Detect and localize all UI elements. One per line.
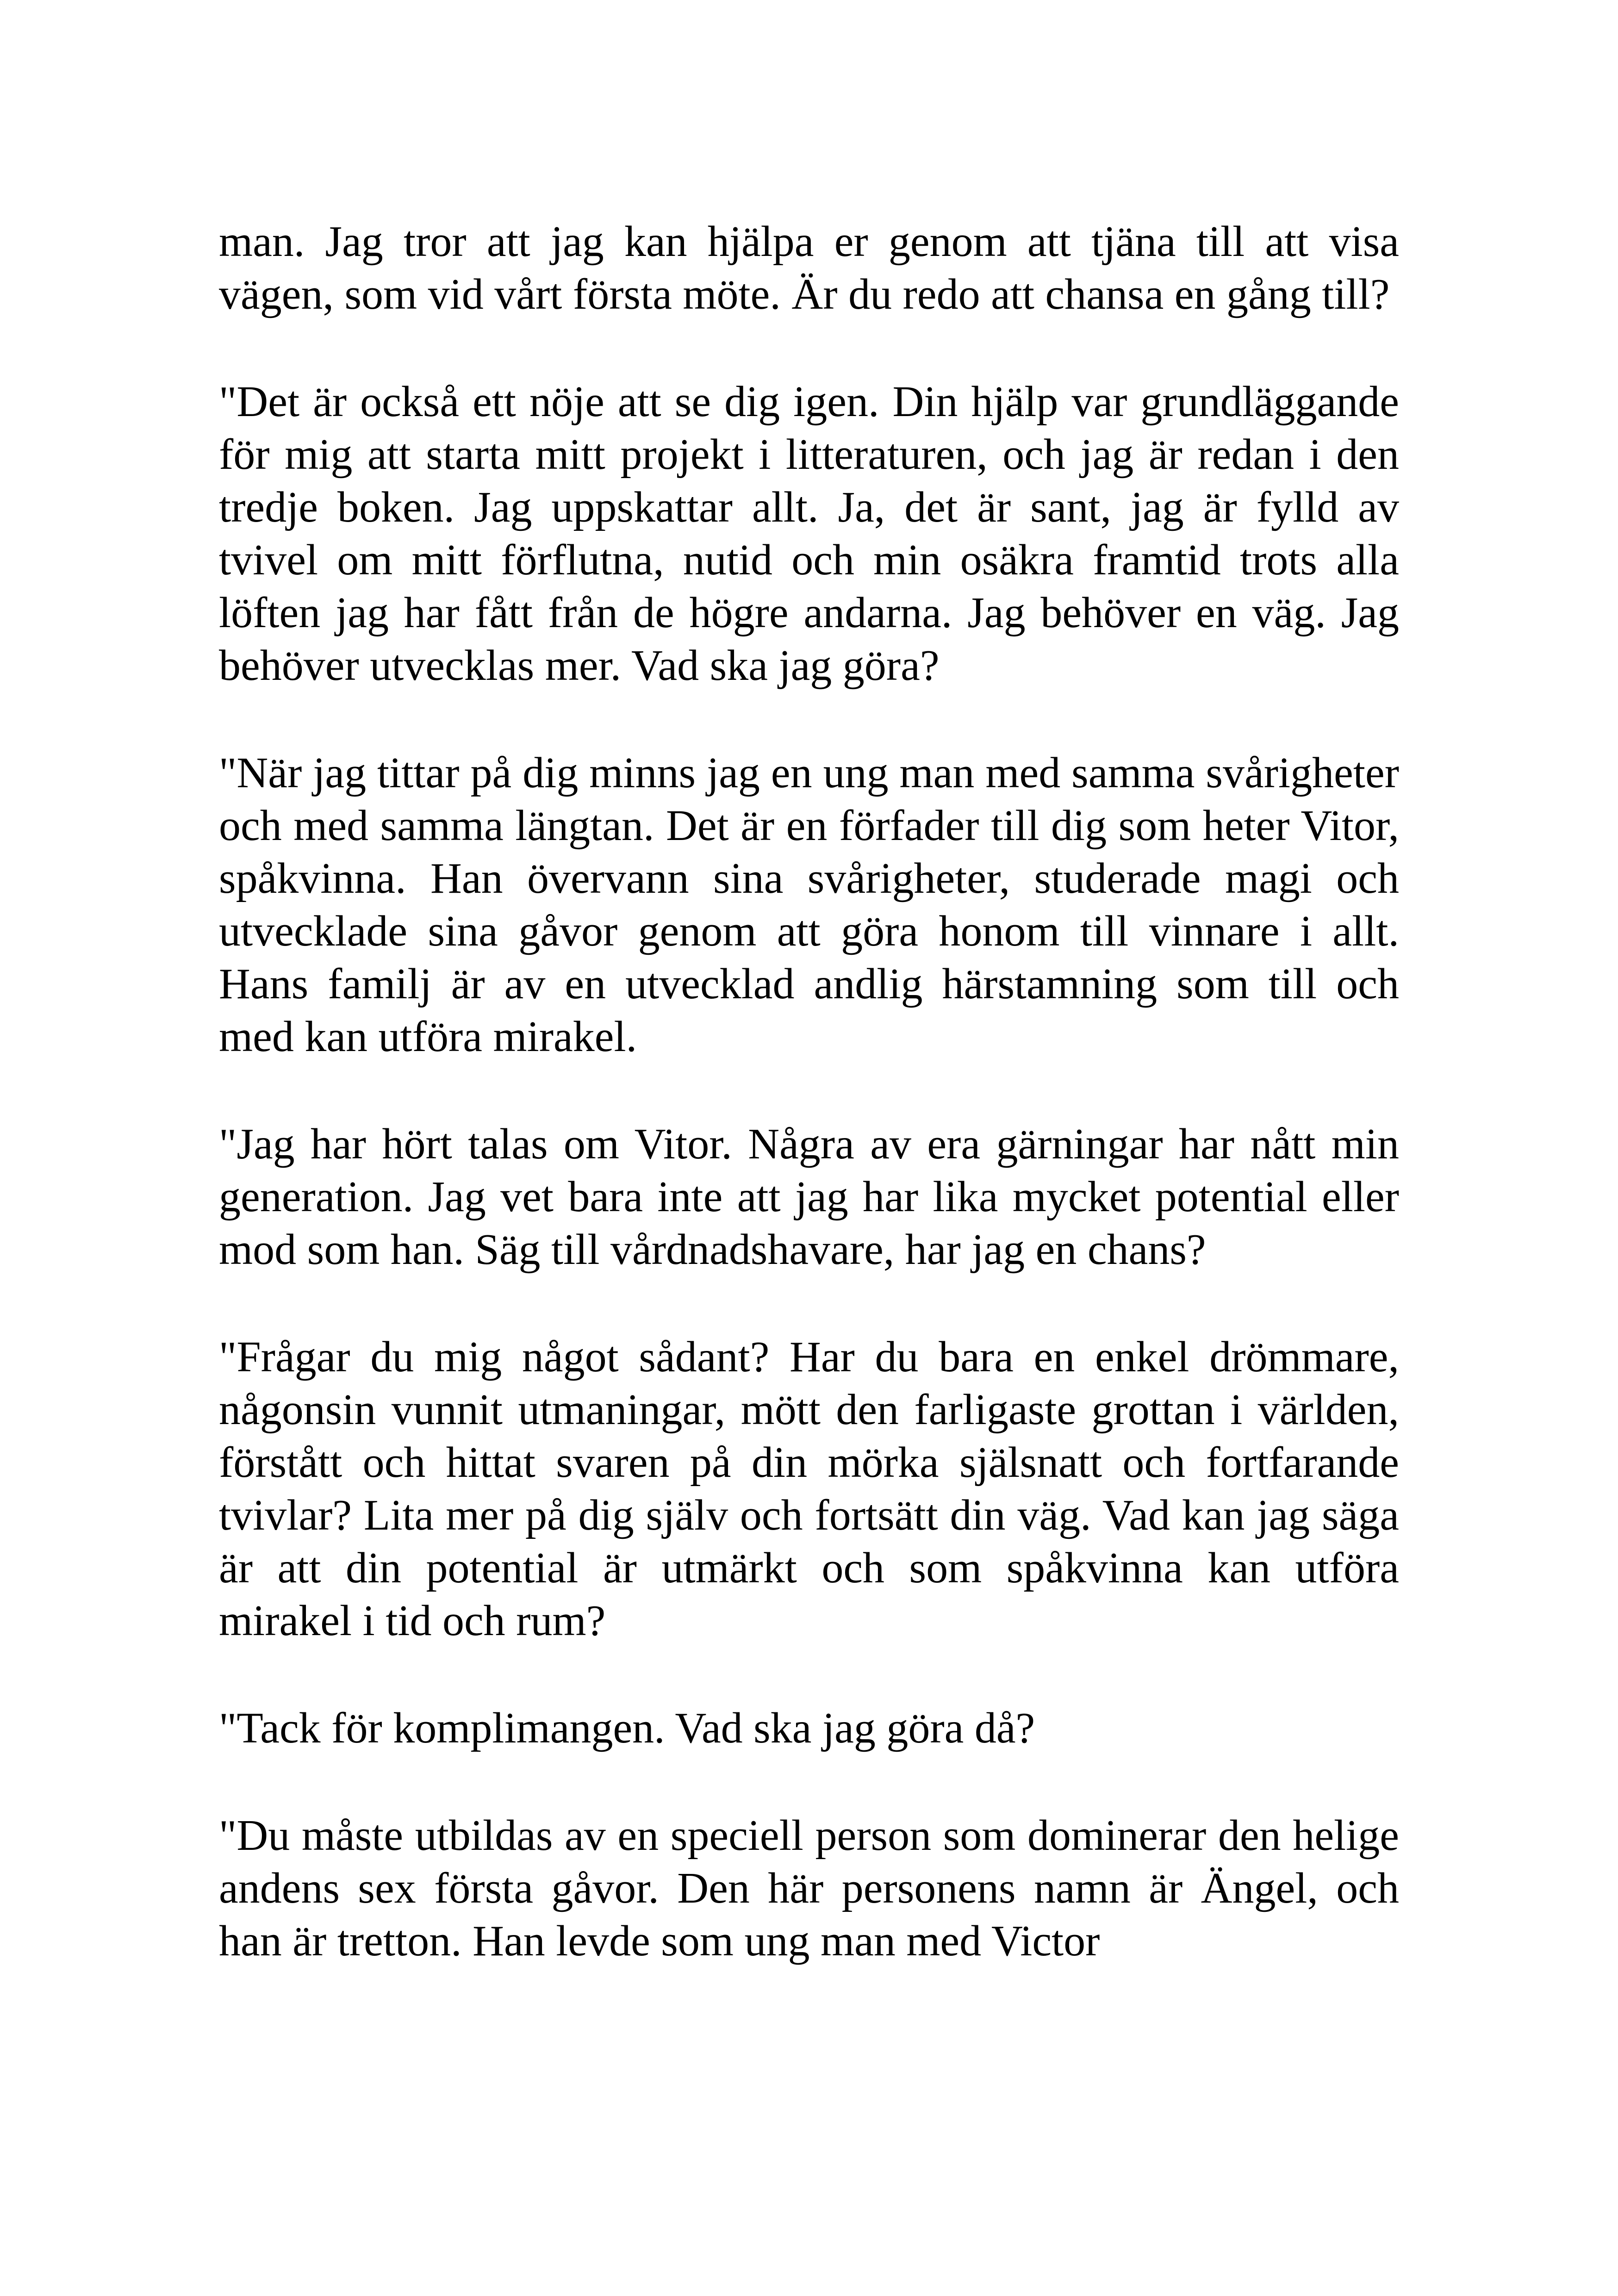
paragraph-2: "Det är också ett nöje att se dig igen. Din hjälp var grundläggande för mig att starta mitt projekt i litteraturen, och jag är redan i den tredje boken. Jag uppskattar allt. Ja, det är sant, jag är fylld av tvivel om mitt förflutna, nutid och min osäkra framtid trots alla löften jag har fått från de högre andarna. Jag behöver en väg. Jag behöver utvecklas mer. Vad ska jag göra? [219,378,1399,690]
paragraph-3: "När jag tittar på dig minns jag en ung man med samma svårigheter och med samma längtan. Det är en förfader till dig som heter Vitor, spåkvinna. Han övervann sina svårigheter, studerade magi och utvecklade sina gåvor genom att göra honom till vinnare i allt. Hans familj är av en utvecklad andlig härstamning som till och med kan utföra mirakel. [219,749,1399,1061]
paragraph-1: man. Jag tror att jag kan hjälpa er genom att tjäna till att visa vägen, som vid vårt första möte. Är du redo att chansa en gång till? [219,218,1399,318]
paragraph-7: "Du måste utbildas av en speciell person som dominerar den helige andens sex första gåvor. Den här personens namn är Ängel, och han är tretton. Han levde som ung man med Victor [219,1811,1399,1965]
paragraph-4: "Jag har hört talas om Vitor. Några av era gärningar har nått min generation. Jag vet bara inte att jag har lika mycket potential eller mod som han. Säg till vårdnadshavare, har jag en chans? [219,1120,1399,1274]
paragraph-5: "Frågar du mig något sådant? Har du bara en enkel drömmare, någonsin vunnit utmaningar, mött den farligaste grottan i världen, förstått och hittat svaren på din mörka själsnatt och fortfarande tvivlar? Lita mer på dig själv och fortsätt din väg. Vad kan jag säga är att din potential är utmärkt och som spåkvinna kan utföra mirakel i tid och rum? [219,1333,1399,1645]
paragraph-6: "Tack för komplimangen. Vad ska jag göra då? [219,1704,1035,1752]
body-text [219,215,1399,1967]
